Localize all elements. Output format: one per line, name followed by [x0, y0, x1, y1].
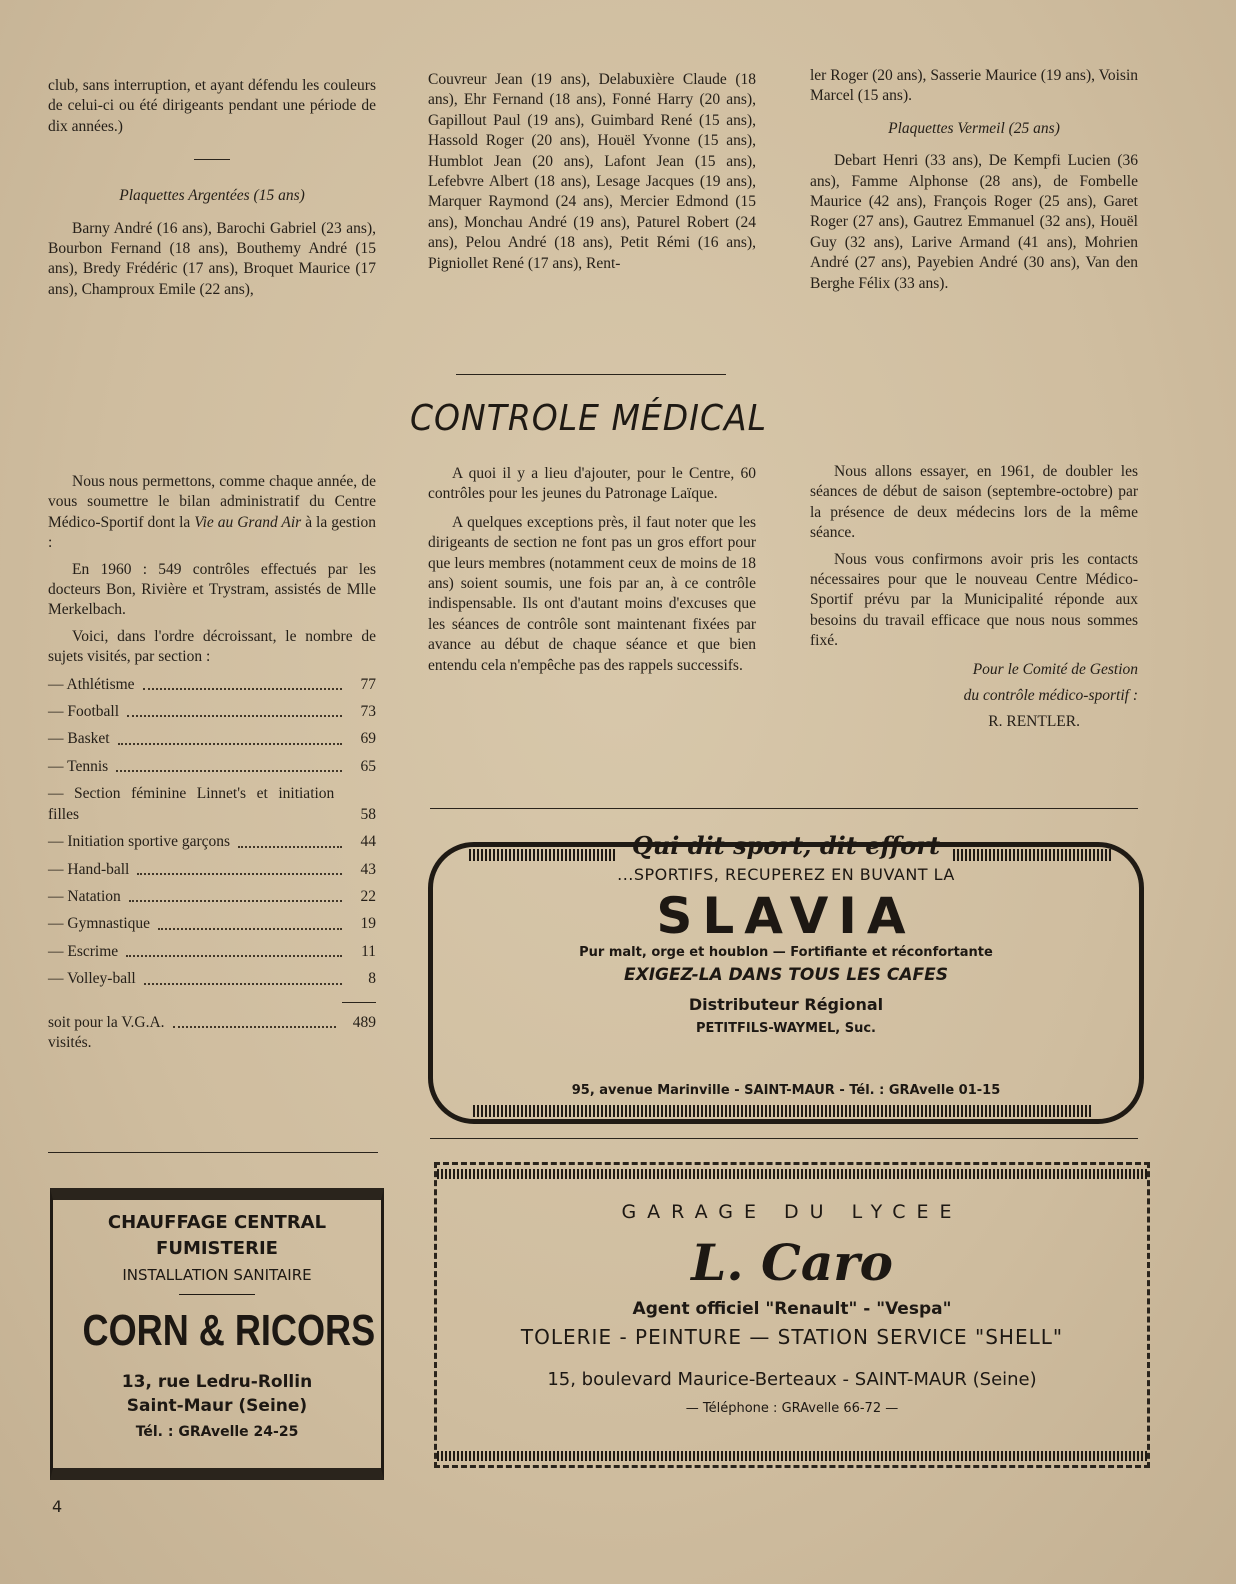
- names-list-end: ler Roger (20 ans), Sasserie Maurice (19 ans), Voisin Marcel (15 ans).: [810, 67, 1138, 105]
- contacts-paragraph: Nous vous confirmons avoir pris les contacts nécessaires pour que le nouveau Centre Médico-Sportif prévu par la Municipalité réponde aux besoins du travail efficace que nous nous sommes fixé.: [810, 550, 1138, 650]
- title-rule: [456, 374, 726, 375]
- corn-ricors-advertisement: [50, 1188, 384, 1480]
- medical-column-3: [810, 462, 1138, 733]
- dot-leader: [158, 928, 342, 930]
- stat-label: — Section féminine Linnet's et initiation filles: [48, 785, 335, 823]
- garage-name: L. Caro: [691, 1233, 893, 1292]
- stat-row: [48, 757, 376, 777]
- patronage-paragraph: A quoi il y a lieu d'ajouter, pour le Centre, 60 contrôles pour les jeunes du Patronage Laïque.: [428, 465, 756, 503]
- slavia-brand: SLAVIA: [656, 887, 916, 945]
- garage-services: TOLERIE - PEINTURE — STATION SERVICE "SHELL": [520, 1325, 1064, 1349]
- stat-row: [48, 942, 376, 962]
- stat-value: 43: [360, 860, 376, 878]
- top-column-1: [48, 76, 376, 300]
- stat-value: 77: [360, 675, 376, 693]
- top-column-2: [428, 70, 756, 274]
- corn-line-2: FUMISTERIE: [156, 1238, 278, 1259]
- total-value: 489: [352, 1013, 376, 1031]
- garage-lycee-advertisement: [434, 1162, 1150, 1468]
- medical-column-2: [428, 464, 756, 676]
- slavia-slogan: Qui dit sport, dit effort: [631, 831, 941, 860]
- intro-paragraph: club, sans interruption, et ayant défendu les couleurs de celui-ci ou été dirigeants pendant une période de dix années.): [48, 77, 376, 135]
- corn-line-3: INSTALLATION SANITAIRE: [122, 1266, 312, 1284]
- stat-label: — Athlétisme: [48, 675, 135, 693]
- stat-label: — Football: [48, 703, 120, 721]
- names-list-continued: Couvreur Jean (19 ans), Delabuxière Claude (18 ans), Ehr Fernand (18 ans), Fonné Harry (20 ans), Gapillout Paul (19 ans), Guimbard René (15 ans), Hassold Roger (20 ans), Houël Yvonne (15 ans), Humblot Jean (20 ans), Lafont Jean (15 ans), Lefebvre Albert (18 ans), Lesage Jacques (19 ans), Marquer Raymond (24 ans), Mercier Edmond (15 ans), Monchau André (19 ans), Paturel Robert (24 ans), Pelou André (18 ans), Petit Rémi (16 ans), Pigniollet René (17 ans), Rent-: [428, 71, 756, 272]
- dot-leader: [129, 900, 342, 902]
- stat-value: 69: [360, 730, 376, 748]
- signature-line-2: du contrôle médico-sportif :: [963, 687, 1138, 705]
- stat-value: 19: [360, 915, 376, 933]
- medical-intro: [48, 472, 376, 554]
- stat-label: — Initiation sportive garçons: [48, 833, 231, 851]
- exceptions-paragraph: A quelques exceptions près, il faut noter que les dirigeants de section ne font pas un gros effort pour que leurs membres (notamment ceux de moins de 18 ans) soient soumis, une fois par an, à ce contrôle indispensable. Ils ont d'autant moins d'excuses que les séances de contrôle sont maintenant fixées par avance au début de chaque séance et que bien entendu cela n'empêche pas des rappels successifs.: [428, 513, 756, 674]
- total-suffix: visités.: [48, 1033, 92, 1051]
- section-stats-list: [48, 675, 376, 990]
- stat-label: — Gymnastique: [48, 915, 151, 933]
- heading-plaquettes-argentees: Plaquettes Argentées (15 ans): [119, 187, 305, 205]
- dot-leader: [127, 715, 342, 717]
- plan-1961-paragraph: Nous allons essayer, en 1961, de doubler les séances de début de saison (septembre-octobre) par la présence de deux médecins lors de la même séance.: [810, 463, 1138, 542]
- corn-rule: [179, 1294, 255, 1295]
- slavia-line-1: ...SPORTIFS, RECUPEREZ EN BUVANT LA: [617, 865, 955, 884]
- decorative-bars: [473, 1105, 1093, 1117]
- decorative-bars: [437, 1451, 1147, 1461]
- dot-leader: [118, 743, 342, 745]
- slavia-address: 95, avenue Marinville - SAINT-MAUR - Tél. : GRAvelle 01-15: [571, 1083, 1001, 1098]
- heading-plaquettes-vermeil: Plaquettes Vermeil (25 ans): [888, 119, 1060, 137]
- total-rule: [342, 1002, 376, 1003]
- signature-name: R. RENTLER.: [988, 713, 1080, 731]
- stat-value: 44: [360, 833, 376, 851]
- stat-value: 11: [361, 942, 376, 960]
- intro-text-end: à la gestion :: [48, 513, 377, 552]
- medical-column-1: [48, 472, 376, 1053]
- dot-leader: [238, 846, 342, 848]
- stat-row: [48, 887, 376, 907]
- intro-italic: Vie au Grand Air: [194, 513, 302, 531]
- vermeil-list: Debart Henri (33 ans), De Kempfi Lucien (36 ans), Famme Alphonse (28 ans), de Fombelle Maurice (42 ans), François Roger (25 ans), Garet Roger (27 ans), Gautrez Emmanuel (32 ans), Houël Guy (32 ans), Larive Armand (41 ans), Mohrien André (27 ans), Payebien André (30 ans), Van den Berghe Félix (33 ans).: [810, 152, 1138, 292]
- dot-leader: [137, 873, 342, 875]
- page-number: 4: [52, 1497, 63, 1516]
- slavia-line-4: Distributeur Régional: [688, 995, 884, 1014]
- stat-value: 73: [360, 703, 376, 721]
- stat-label: — Tennis: [48, 757, 109, 775]
- stat-label: — Escrime: [48, 942, 119, 960]
- slavia-line-3: EXIGEZ-LA DANS TOUS LES CAFES: [623, 965, 949, 985]
- stat-label: — Hand-ball: [48, 860, 130, 878]
- stat-row: [48, 784, 376, 825]
- corn-line-1: CHAUFFAGE CENTRAL: [107, 1212, 327, 1233]
- slavia-line-5: PETITFILS-WAYMEL, Suc.: [696, 1021, 876, 1036]
- argentees-list: Barny André (16 ans), Barochi Gabriel (23 ans), Bourbon Fernand (18 ans), Bouthemy André (15 ans), Bredy Frédéric (17 ans), Broquet Maurice (17 ans), Champroux Emile (22 ans),: [48, 219, 376, 298]
- garage-address: 15, boulevard Maurice-Berteaux - SAINT-MAUR (Seine): [547, 1369, 1037, 1390]
- stat-label: — Basket: [48, 730, 110, 748]
- slavia-line-2: Pur malt, orge et houblon — Fortifiante et réconfortante: [579, 945, 993, 960]
- decorative-bars: [437, 1169, 1147, 1179]
- stat-row: [48, 969, 376, 989]
- stat-row: [48, 832, 376, 852]
- stat-label: — Natation: [48, 887, 121, 905]
- slavia-advertisement: [428, 831, 1144, 1124]
- stat-label: — Volley-ball: [48, 970, 136, 988]
- total-row: [48, 1013, 376, 1033]
- ad-separator: [430, 1138, 1138, 1139]
- dot-leader: [144, 983, 342, 985]
- stat-row: [48, 860, 376, 880]
- corn-name: CORN & RICORS: [82, 1306, 376, 1355]
- stat-row: [48, 729, 376, 749]
- stat-row: [48, 702, 376, 722]
- stat-value: 65: [360, 757, 376, 775]
- corn-phone: Tél. : GRAvelle 24-25: [135, 1424, 299, 1440]
- short-rule: [194, 159, 230, 160]
- medical-stats-intro: En 1960 : 549 contrôles effectués par les docteurs Bon, Rivière et Trystram, assistés de Mlle Merkelbach.: [48, 560, 376, 619]
- column-separator: [48, 1152, 378, 1153]
- dot-leader: [143, 688, 342, 690]
- section-title: CONTROLE MÉDICAL: [410, 396, 767, 439]
- stat-value: 58: [360, 805, 376, 823]
- stat-value: 22: [360, 887, 376, 905]
- total-label: soit pour la V.G.A.: [48, 1013, 165, 1031]
- ad-separator: [430, 808, 1138, 809]
- garage-agent: Agent officiel "Renault" - "Vespa": [632, 1299, 952, 1319]
- medical-order-intro: Voici, dans l'ordre décroissant, le nombre de sujets visités, par section :: [48, 627, 376, 666]
- intro-text: Nous nous permettons, comme chaque année, de vous soumettre le bilan administratif du Centre Médico-Sportif dont la: [48, 473, 376, 531]
- garage-title: GARAGE DU LYCEE: [621, 1201, 963, 1223]
- garage-phone: — Téléphone : GRAvelle 66-72 —: [685, 1401, 899, 1416]
- stat-value: 8: [368, 970, 376, 988]
- dot-leader: [173, 1026, 336, 1028]
- dot-leader: [126, 955, 342, 957]
- top-column-3: [810, 66, 1138, 294]
- signature-line-1: Pour le Comité de Gestion: [972, 660, 1138, 678]
- corn-address-2: Saint-Maur (Seine): [126, 1396, 308, 1416]
- stat-row: [48, 675, 376, 695]
- corn-address-1: 13, rue Ledru-Rollin: [121, 1372, 313, 1392]
- stat-row: [48, 914, 376, 934]
- dot-leader: [116, 770, 342, 772]
